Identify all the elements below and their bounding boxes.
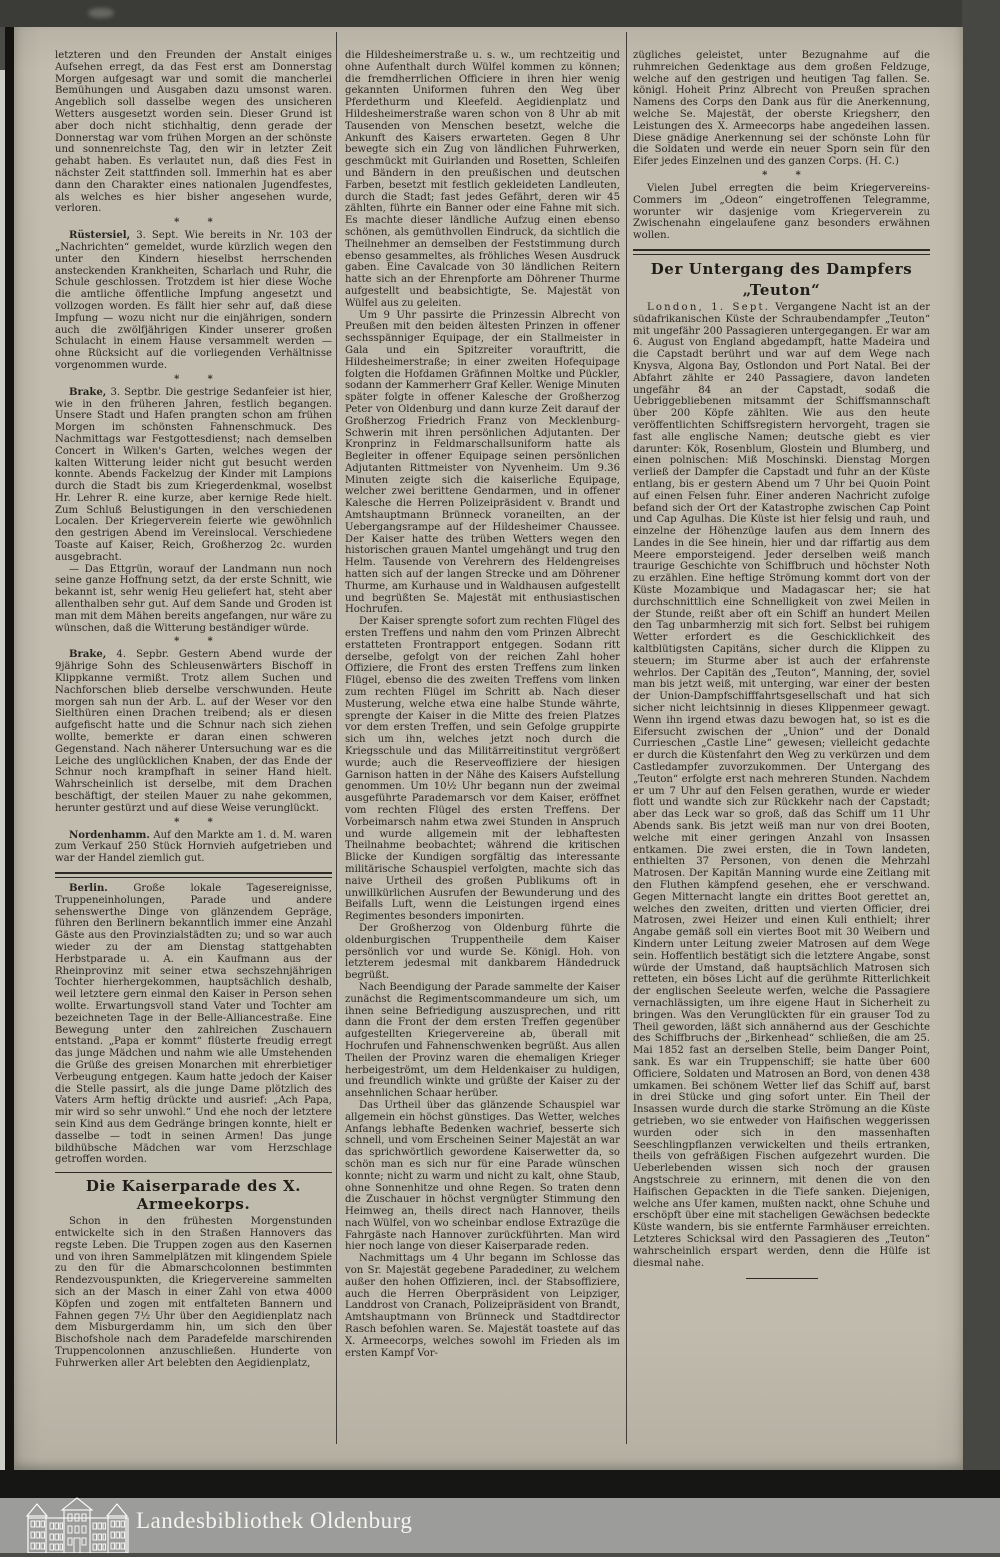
- dateline: Brake,: [69, 386, 107, 398]
- column-divider-rule: [626, 32, 627, 1444]
- end-rule: [746, 1278, 818, 1279]
- paragraph-text: Auf den Markte am 1. d. M. waren zum Verkauf 250 Stück Hornvieh aufgetrieben und war der Handel ziemlich gut.: [55, 829, 332, 865]
- paragraph: Vielen Jubel erregten die beim Kriegervereins-Commers im „Odeon“ eingetroffenen Telegramme, worunter wir dasjenige vom Kriegerverein zu Zwischenahn eingelaufene ganz besonders erwähnen wollen.: [633, 182, 930, 242]
- library-name: Landesbibliothek Oldenburg: [136, 1508, 413, 1533]
- section-divider: * *: [762, 169, 801, 181]
- dateline: Brake,: [69, 649, 107, 661]
- paragraph: Schon in den frühesten Morgenstunden entwickelte sich in den Straßen Hannovers das regste Leben. Die Truppen zogen aus den Kasernen und von ihren Sammelplätzen mit klingendem Spiele zu den für die Abmarschcolonnen bestimmten Rendezvouspunkten, die Kriegervereine sammelten sich an der Masch in einer Zahl von etwa 4000 Köpfen und zogen mit entfalteten Bannern und Fahnen gegen 7½ Uhr über den Aegidienplatz nach dem Misburgerdamm hin, um sich den über Bischofshole nach dem Paradefelde marschirenden Truppencolonnen anzuschließen. Hunderte von Fuhrwerken aller Art belebten den Aegidienplatz,: [55, 1216, 332, 1369]
- footer-shadow-band: [0, 1470, 1000, 1498]
- paragraph: [55, 883, 332, 1166]
- dateline: Nordenhamm.: [69, 829, 150, 841]
- paragraph: — Das Ettgrün, worauf der Landmann nun noch seine ganze Hoffnung setzt, da der erste Schnitt, wie bekannt ist, sehr wenig Heu geliefert hat, steht aber allenthalben sehr gut. Auf dem Sande und Groden ist man mit dem Mähen bereits angefangen, nur wäre zu wünschen, daß die Witterung beständiger würde.: [55, 563, 332, 634]
- section-divider: * *: [174, 636, 213, 648]
- article-heading: Die Kaiserparade des X. Armeekorps.: [85, 1177, 302, 1214]
- column-divider-rule: [336, 32, 337, 1444]
- library-building-icon: [24, 1496, 132, 1553]
- newspaper-paper: [14, 27, 963, 1472]
- scan-margin-left: [5, 27, 14, 1473]
- paragraph-text: Große lokale Tagesereignisse, Truppeneinholungen, Parade und andere sehenswerthe Dinge von glänzendem Gepräge, führen den Berlinern bekanntlich immer eine Anzahl Gäste aus den Provinzialstädten zu; und so war auch wieder zu der am Dienstag stattgehabten Herbstparade u. A. ein Kaufmann aus der Rheinprovinz mit seiner etwa sechszehnjährigen Tochter hierhergekommen, hauptsächlich deshalb, weil letztere gern einmal den Kaiser in Person sehen wollte. Erwartungsvoll stand Vater und Tochter am bezeichneten Tage in der Belle-Alliancestraße. Eine Bewegung unter den zahlreichen Zuschauern entstand. „Papa er kommt“ flüsterte freudig erregt das junge Mädchen und nahm wie alle Umstehenden die Grüße des greisen Monarchen mit ehrerbietiger Verbeugung entgegen. Kaum hatte jedoch der Kaiser die Stelle passirt, als die junge Dame plötzlich des Vaters Arm heftig drückte und ausrief: „Ach Papa, mir wird so sehr unwohl.“ Und ehe noch der letztere sein Kind aus dem Gedränge bringen konnte, hielt er dasselbe — todt in seinen Armen! Das junge bildhübsche Mädchen war vom Herzschlage getroffen worden.: [55, 883, 332, 1166]
- paragraph: Das Urtheil über das glänzende Schauspiel war allgemein ein höchst günstiges. Das Wetter, welches Anfangs lebhafte Bedenken wachrief, besserte sich schnell, und vom Erscheinen Seiner Majestät an war das sprichwörtlich gewordene Kaiserwetter da, so schön man es sich nur für eine Parade wünschen konnte; nicht zu warm und nicht zu kalt, ohne Staub, ohne Sonnenhitze und ohne Regen. So traten denn die Zuschauer in höchst vergnügter Stimmung den Heimweg an, theils direct nach Hannover, theils nach Wülfel, von wo scheinbar endlose Extrazüge die Fahrgäste nach Hannover zurückführten. Man wird hier noch lange von dieser Kaiserparade reden.: [345, 1099, 620, 1253]
- scan-margin-top: [0, 0, 1000, 27]
- section-rule: [55, 872, 332, 878]
- column-right: [633, 50, 930, 1454]
- paragraph: [55, 830, 332, 865]
- scan-margin-right: [962, 0, 1000, 1553]
- paragraph: [55, 230, 332, 372]
- paragraph: letzteren und den Freunden der Anstalt einiges Aufsehen erregt, da das Fest erst am Donnerstag Morgen aufgesagt war und somit die mancherlei Bemühungen und Ausgaben dazu umsonst waren. Angeblich soll dasselbe wegen des unsicheren Wetters ausgesetzt worden sein. Dieser Grund ist aber doch nicht stichhaltig, denn gerade der Donnerstag war vom frühen Morgen an der schönste und sonnenreichste Tag, den wir in letzter Zeit gehabt haben. Es verlautet nun, daß dies Fest in nächster Zeit stattfinden soll. Immerhin hat es aber dann den Charakter eines nationalen Jugendfestes, als welches es hier bisher angesehen wurde, verloren.: [55, 50, 332, 215]
- paragraph-text: 4. Sepbr. Gestern Abend wurde der 9jährige Sohn des Schleusenwärters Bischoff in Klippkanne vermißt. Trotz allem Suchen und Nachforschen blieb derselbe verschwunden. Heute morgen sah nun der Arb. L. auf der Weser vor den Sielthüren einen Drachen treibend; als er diesen aufgefischt hatte und die Schnur nach sich ziehen wollte, bemerkte er daran einen schweren Gegenstand. Nach näherer Untersuchung war es die Leiche des unglücklichen Knaben, der das Ende der Schnur noch krampfhaft in seiner Hand hielt. Wahrscheinlich ist derselbe, mit dem Drachen beschäftigt, der steilen Mauer zu nahe gekommen, herunter gestürzt und auf diese Weise verunglückt.: [55, 649, 332, 814]
- scan-edge-sliver: [0, 70, 5, 1470]
- article-subheading: „Teuton“: [742, 280, 821, 299]
- paragraph-text: Vergangene Nacht ist an der südafrikanischen Küste der Schraubendampfer „Teuton“ mit ungefähr 200 Passagieren untergegangen. Er war am 6. August von England abgedampft, hatte Madeira und die Capstadt berührt und war auf dem Wege nach Knysva, Algona Bay, Ostlondon und Port Natal. Bei der Abfahrt zählte er 240 Passagiere, davon landeten ungefähr 84 an der Capstadt, sodaß die Uebriggebliebenen mitsammt der Schiffsmannschaft über 200 Köpfe zählten. Wie aus den heute veröffentlichten Schiffsregistern hervorgeht, tragen sie fast alle englische Namen; deutsche giebt es vier darunter: Kök, Rosenblum, Glostein und Blumberg, und einen polnischen: Miß Moschinski. Dienstag Morgen verließ der Dampfer die Capstadt und fuhr an der Küste entlang, bis er gestern Abend um 7 Uhr bei Quoin Point auf einen Felsen fuhr. Einer anderen Nachricht zufolge befand sich der Ort der Katastrophe zwischen Cap Point und Cap Agulhas. Die Küste ist hier felsig und rauh, und einzelne der Höhenzüge laufen aus dem Innern des Landes in die See hinein, hier und dar riffartig aus dem Meere emporsteigend. Jeder derselben weiß manch traurige Geschichte von Schiffbruch und höchster Noth zu erzählen. Eine heftige Strömung kommt dort von der Küste Mozambique und Madagascar her; sie hat durchschnittlich eine Schnelligkeit von zwei Meilen in der Stunde, reißt aber oft ein Schiff an hundert Meilen den Tag unbarmherzig mit sich fort. Selbst bei ruhigem Wetter erfordert es die Geschicklichkeit des kaltblütigsten Capitäns, sicher durch die Klippen zu steuern; im Sturme aber ist auch der erfahrenste wehrlos. Der Capitän des „Teuton“, Manning, der, soviel man bis jetzt weiß, mit unterging, war einer der besten der Union-Dampfschifffahrtsgesellschaft und hat sich sicher nicht leichtsinnig in dieses Klippenmeer gewagt. Wenn ihn irgend etwas dazu bewogen hat, so ist es die Eifersucht zwischen der „Union“ und der Donald Currieschen „Castle Line“ gewesen; vielleicht gedachte er durch die Küstenfahrt den Weg zu verkürzen und dem Castledampfer zuvorzukommen. Der Untergang des „Teuton“ erfolgte erst nach mehreren Stunden. Nachdem er um 7 Uhr auf den Felsen gerathen, wurde er wieder flott und wandte sich zur Rückkehr nach der Capstadt; aber das Leck war so groß, daß das Schiff um 11 Uhr Abends sank. Bis jetzt weiß man nur von drei Booten, welche mit einer geringen Anzahl von Insassen entkamen. Die zwei ersten, die in Town landeten, enthielten 37 Personen, von denen die Mehrzahl Matrosen. Der Kapitän Manning wurde eine Zeitlang mit den Fluthen kämpfend gesehen, ehe er verschwand. Gegen Mitternacht langte ein drittes Boot gerettet an, welches den zweiten, dritten und vierten Officier, drei Matrosen, zwei Heizer und einen Kuli enthielt; ihrer Angabe gemäß soll ein viertes Boot mit 30 Weibern und Kindern unter Leitung zweier Matrosen auf dem Wege sein. Hoffentlich bestätigt sich die letztere Angabe, sonst würde der Umstand, daß hauptsächlich Matrosen sich retteten, ein böses Licht auf die gerühmte Ritterlichkeit der englischen Seeleute werfen, welche die Passagiere vernachlässigten, um ihre eigene Haut in Sicherheit zu bringen. Was den Verunglückten für ein grauser Tod zu Theil geworden, läßt sich annähernd aus der Geschichte des Schiffbruchs der „Birkenhead“ schließen, die am 25. Mai 1852 fast an derselben Stelle, beim Danger Point, sank. Es war ein Truppenschiff; sie hatte über 600 Officiere, Soldaten und Matrosen an Bord, von denen 438 umkamen. Bei schönem Wetter lief das Schiff auf, barst in drei Stücke und ging sofort unter. Ein Theil der Insassen wurde durch die starke Strömung an die Küste getrieben, wo sie entweder von Haifischen weggerissen wurden oder sich in den massenhaften Seeschlingpflanzen verwickelten und theils ertranken, theils von gefräßigen Fischen aufgezehrt wurden. Die Ueberlebenden wissen sich noch der grausen Angstschreie zu erinnern, mit denen die von den Haifischen Gepackten in die Tiefe sanken. Diejenigen, welche ans Ufer kamen, mußten nackt, ohne Schuhe und erschöpft über eine mit stacheligen Gewächsen bedeckte Küste wandern, bis sie entfernte Farmhäuser erreichten. Letzteres Schicksal wird den Passagieren des „Teuton“ wahrscheinlich erspart werden, denn die Hülfe ist diesmal nahe.: [633, 301, 930, 1269]
- paragraph: [55, 649, 332, 814]
- paragraph: Der Großherzog von Oldenburg führte die oldenburgischen Truppentheile dem Kaiser persönlich vor und wurde Se. Königl. Hoh. von letzterem jedesmal mit dankbarem Händedruck begrüßt.: [345, 922, 620, 982]
- section-rule: [633, 249, 930, 255]
- dateline: London, 1. Sept.: [647, 301, 771, 313]
- paragraph: Nachmittags um 4 Uhr begann im Schlosse das von Sr. Majestät gegebene Paradediner, zu welchem außer den hohen Offizieren, incl. der Stabsoffiziere, auch die Herren Oberpräsident von Leipziger, Landdrost von Cranach, Polizeipräsident von Brandt, Amtshauptmann von Brünneck und Stadtdirector Rasch befohlen waren. Se. Majestät toastete auf das X. Armeecorps, welches sowohl im Frieden als im ersten Kampf Vor-: [345, 1253, 620, 1359]
- column-left: [55, 50, 332, 1454]
- section-divider: * *: [174, 816, 213, 828]
- column-middle: [345, 50, 620, 1454]
- section-divider: * *: [174, 217, 213, 229]
- scan-artifact: [88, 8, 114, 18]
- paragraph: die Hildesheimerstraße u. s. w., um rechtzeitig und ohne Aufenthalt durch Wülfel kommen zu können; die fremdherrlichen Officiere in ihren hier wenig gekannten Uniformen fuhren den Weg über Pferdethurm und Kleefeld. Aegidienplatz und Hildesheimerstraße waren schon von 8 Uhr ab mit Tausenden von Menschen besetzt, welche die Ankunft des Kaisers erwarteten. Gegen 8 Uhr bewegte sich ein Zug von ländlichen Fuhrwerken, geschmückt mit Guirlanden und Rosetten, Schleifen und Bändern in den preußischen und deutschen Farben, besetzt mit festlich gekleideten Landleuten, durch die Stadt; fast jedes Gefährt, deren wir 45 zählten, führte ein Banner oder eine Fahne mit sich. Es machte dieser ländliche Aufzug einen ebenso schönen, als gemüthvollen Eindruck, da sichtlich die Theilnehmer an demselben der Feststimmung durch ebenso gesammeltes, als fröhliches Wesen Ausdruck gaben. Eine Cavalcade von 30 ländlichen Reitern hatte sich an der Ehrenpforte am Döhrener Thurme aufgestellt und beabsichtigte, Se. Majestät von Wülfel aus zu geleiten.: [345, 50, 620, 309]
- paragraph: zügliches geleistet, unter Bezugnahme auf die ruhmreichen Gedenktage aus dem großen Feldzuge, welche auf den gestrigen und heutigen Tag fallen. Se. königl. Hoheit Prinz Albrecht von Preußen sprachen Namens des Corps den Dank aus für die Anerkennung, welche Se. Majestät, der oberste Kriegsherr, den Leistungen des X. Armeecorps habe angedeihen lassen. Diese gnädige Anerkennung sei der schönste Lohn für die Soldaten und werde ein neuer Sporn sein für den Eifer jedes Einzelnen und des ganzen Corps. (H. C.): [633, 50, 930, 168]
- paragraph: Um 9 Uhr passirte die Prinzessin Albrecht von Preußen mit den beiden ältesten Prinzen in offener sechsspänniger Equipage, der ein Stallmeister in Gala und ein Spitzreiter vorauftritt, die Hildesheimerstraße; in einer zweiten Hofequipage folgten die Hofdamen Gräfinnen Moltke und Pückler, sodann der Kammerherr Graf Keller. Wenige Minuten später folgte in offener Kalesche der Großherzog Peter von Oldenburg und dann kurze Zeit darauf der Großherzog Friedrich Franz von Mecklenburg-Schwerin mit ihren persönlichen Adjutanten. Der Kronprinz in Feldmarschallsuniform hatte als Begleiter in offener Equipage seinen persönlichen Adjutanten Rittmeister von Nyvenheim. Um 9.36 Minuten zeigte sich die kaiserliche Equipage, welcher zwei berittene Gendarmen, und in offener Kalesche die Herren Polizeipräsident v. Brandt und Amtshauptmann Brünneck voraneilten, an der Uebergangsrampe auf der Hildesheimer Chaussee. Der Kaiser hatte des trüben Wetters wegen den historischen grauen Mantel umgehängt und trug den Helm. Tausende von Verehrern des Heldengreises hatten sich auf der langen Strecke und am Döhrener Thurme, am Kurhause und in Waldhausen aufgestellt und begrüßten Se. Majestät mit enthusiastischen Hochrufen.: [345, 309, 620, 616]
- paragraph-text: 3. Sept. Wie bereits in Nr. 103 der „Nachrichten“ gemeldet, wurde kürzlich wegen den unter den Kindern hieselbst herrschenden ansteckenden Krankheiten, Scharlach und Ruhr, die Schule geschlossen. Trotzdem ist hier diese Woche die amtliche öffentliche Impfung angesetzt und vollzogen worden. Es fällt hier sehr auf, daß diese Impfung — wozu nicht nur die einjährigen, sondern auch die zwölfjährigen Kinder unserer großen Schulacht in einem Hause versammelt werden — ohne Rücksicht auf die vorliegenden Verhältnisse vorgenommen wurde.: [55, 230, 332, 371]
- paragraph: Der Kaiser sprengte sofort zum rechten Flügel des ersten Treffens und nahm den vom Prinzen Albrecht erstatteten Frontrapport entgegen. Sodann ritt derselbe, gefolgt von der reichen Zahl hoher Offiziere, die Front des ersten Treffens zum linken Flügel, ebenso die des zweiten Treffens vom linken zum rechten Flügel im Schritt ab. Nach dieser Musterung, welche etwa eine halbe Stunde währte, sprengte der Kaiser in die Mitte des freien Platzes vor dem ersten Treffen, und sein Gefolge gruppirte sich um ihn, welches jetzt noch durch die Kriegsschule und das Militärreitinstitut vergrößert wurde; auch die Reserveoffiziere der hiesigen Garnison hatten in der Nähe des Kaisers Aufstellung genommen. Um 10½ Uhr begann nun der zweimal ausgeführte Parademarsch vor dem Kaiser, eröffnet vom rechten Flügel des ersten Treffens. Der Vorbeimarsch nahm etwa zwei Stunden in Anspruch und wurde allgemein mit der lebhaftesten Theilnahme beobachtet; während die kritischen Blicke der Kundigen sorgfältig das interessante militärische Schauspiel verfolgten, machte sich das naive Urtheil des großen Publikums oft in unwillkürlichen Ausrufen der Bewunderung und des Beifalls Luft, wenn die Leistungen irgend eines Regimentes besonders imponirten.: [345, 616, 620, 923]
- paragraph: Nach Beendigung der Parade sammelte der Kaiser zunächst die Regimentscommandeure um sich, um ihnen seine Befriedigung auszusprechen, und ritt dann die Front der dem ersten Treffen gegenüber aufgestellten Kriegervereine ab, überall mit Hochrufen und Fahnenschwenken begrüßt. Aus allen Theilen der Provinz waren die ehemaligen Krieger herbeigeströmt, um dem Heldenkaiser zu huldigen, und freundlich winkte und grüßte der Kaiser zu der ansehnlichen Schaar herüber.: [345, 981, 620, 1100]
- dateline: Rüstersiel,: [69, 230, 131, 242]
- paragraph-text: 3. Septbr. Die gestrige Sedanfeier ist hier, wie in den früheren Jahren, festlich begangen. Unsere Stadt und Hafen prangten schon am frühen Morgen im schönsten Fahnenschmuck. Des Nachmittags war Festgottesdienst; nach demselben Concert in Wilken's Garten, welches wegen der kalten Witterung leider nicht gut besucht werden konnte. Abends Fackelzug der Kinder mit Lampions durch die Stadt bis zum Kriegerdenkmal, woselbst Hr. Lehrer R. eine kurze, aber kernige Rede hielt. Zum Schluß Belustigungen in den verschiedenen Localen. Der Kriegerverein feierte wie gewöhnlich den gestrigen Abend im Vereinslocal. Verschiedene Toaste auf Kaiser, Reich, Großherzog 2c. wurden ausgebracht.: [55, 386, 332, 563]
- paragraph: [633, 302, 930, 1269]
- section-rule: [55, 1172, 332, 1173]
- dateline: Berlin.: [69, 883, 108, 894]
- section-divider: * *: [174, 373, 213, 385]
- paragraph: [55, 387, 332, 564]
- article-heading: Der Untergang des Dampfers: [650, 259, 913, 278]
